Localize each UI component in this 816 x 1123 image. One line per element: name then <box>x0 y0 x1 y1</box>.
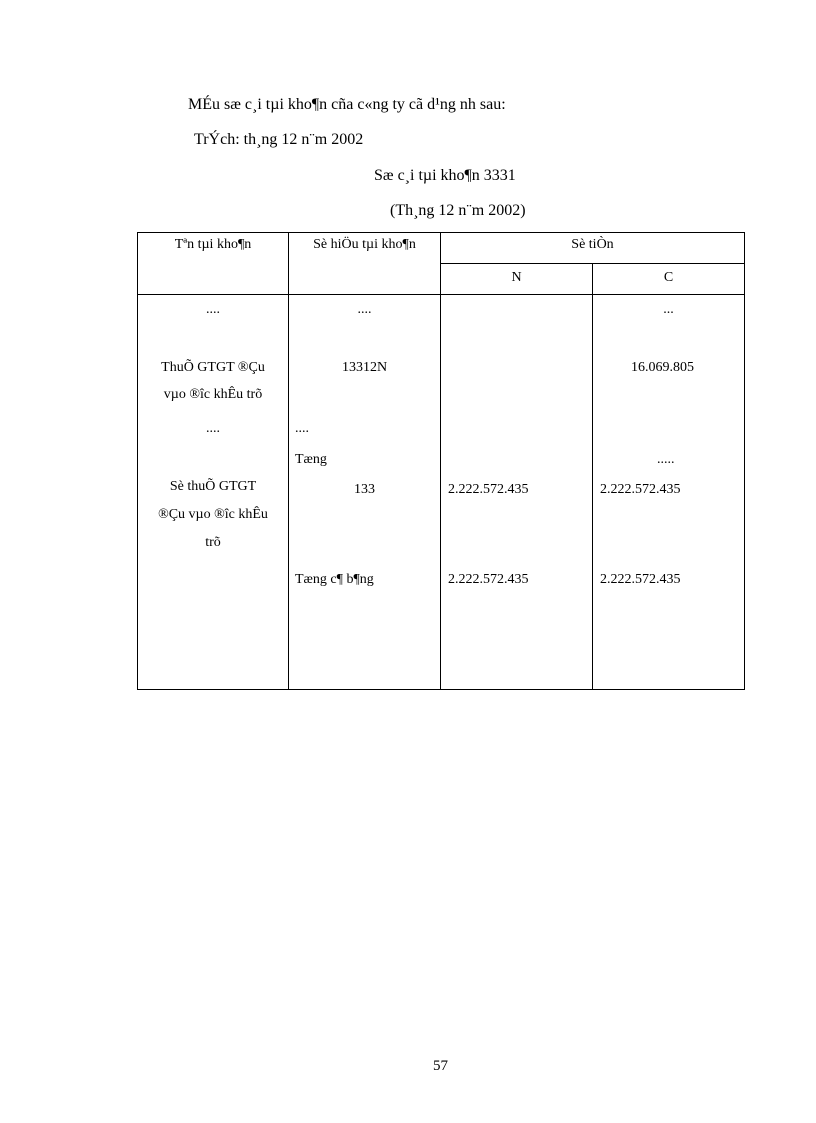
dots-text: .... <box>206 302 220 317</box>
dots-text: ... <box>663 302 674 317</box>
body-account-name <box>138 295 289 690</box>
header-account-name-text: Tªn tµi kho¶n <box>174 237 252 252</box>
row2-name-line2: ®Çu vµo ®îc khÊu <box>158 507 268 522</box>
page-number: 57 <box>433 1058 448 1074</box>
total-label: Tæng <box>295 452 327 467</box>
row2-name-line1: Sè thuÕ GTGT <box>169 479 257 494</box>
credit-133-value: 2.222.572.435 <box>600 482 681 497</box>
body-debit <box>441 295 593 690</box>
credit-total-value: 2.222.572.435 <box>600 572 681 587</box>
body-account-code <box>289 295 441 690</box>
header-amount <box>441 233 745 264</box>
header-credit-text: C <box>663 270 674 285</box>
ledger-table <box>137 232 745 690</box>
grand-total-label: Tæng c¶ b¶ng <box>295 572 374 587</box>
row1-name-line2: vµo ®îc khÊu trõ <box>163 387 263 402</box>
header-account-code <box>289 233 441 295</box>
body-credit <box>593 295 745 690</box>
dots-text: .... <box>295 421 309 436</box>
account-code-133: 133 <box>354 482 375 497</box>
excerpt-text: TrÝch: th¸ng 12 n¨m 2002 <box>194 131 364 148</box>
header-credit <box>593 264 745 295</box>
ledger-title: Sæ c¸i tµi kho¶n 3331 <box>374 167 516 184</box>
dots-text: .... <box>206 421 220 436</box>
row2-name-line3: trõ <box>205 535 221 550</box>
debit-total-value: 2.222.572.435 <box>448 572 529 587</box>
debit-133-value: 2.222.572.435 <box>448 482 529 497</box>
header-debit-text: N <box>511 270 522 285</box>
header-account-name <box>138 233 289 295</box>
credit-13312-value: 16.069.805 <box>631 360 694 375</box>
intro-text: MÉu sæ c¸i tµi kho¶n cña c«ng ty cã d¹ng nh sau: <box>188 96 506 113</box>
dots-text: ..... <box>657 452 675 467</box>
dots-text: .... <box>357 302 372 317</box>
header-account-code-text: Sè hiÖu tµi kho¶n <box>313 237 416 252</box>
row1-name-line1: ThuÕ GTGT ®Çu <box>161 360 265 375</box>
account-code-13312n: 13312N <box>341 360 388 375</box>
header-amount-text: Sè tiÒn <box>571 237 614 252</box>
ledger-period: (Th¸ng 12 n¨m 2002) <box>390 202 526 219</box>
header-debit <box>441 264 593 295</box>
